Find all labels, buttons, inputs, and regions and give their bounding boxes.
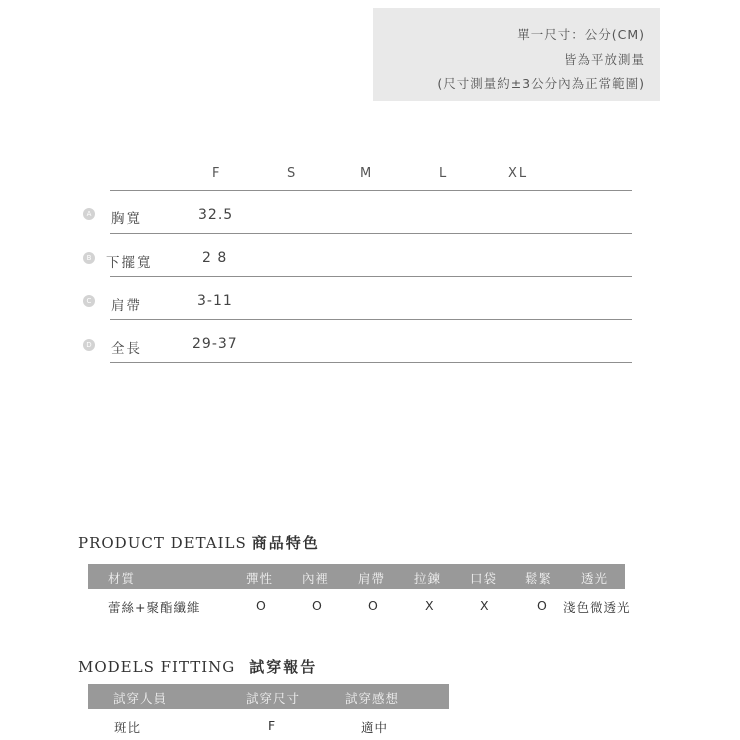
size-header-l: L: [439, 166, 449, 181]
size-row-divider: [110, 276, 632, 277]
detail-value-lining: O: [312, 598, 323, 613]
fitting-value-model: 斑比: [114, 720, 142, 735]
models-fitting-title-zh: 試穿報告: [249, 658, 318, 676]
detail-value-material: 蕾絲+聚酯纖維: [108, 600, 201, 615]
size-header-m: M: [360, 166, 374, 181]
detail-header-zipper: 拉鍊: [414, 571, 442, 586]
detail-header-lining: 內裡: [302, 571, 330, 586]
size-header-s: S: [287, 166, 298, 181]
product-details-title-en: PRODUCT DETAILS: [78, 534, 247, 552]
note-line-method: 皆為平放測量: [563, 52, 645, 67]
detail-value-pocket: X: [480, 598, 490, 613]
models-fitting-title: [78, 656, 317, 677]
size-row-label-strap: 肩帶: [111, 298, 142, 314]
detail-header-elastic-band: 鬆緊: [525, 571, 553, 586]
fitting-header-model: 試穿人員: [113, 691, 168, 706]
detail-header-material: 材質: [108, 571, 136, 586]
detail-header-pocket: 口袋: [470, 571, 498, 586]
fitting-value-size: F: [268, 718, 277, 733]
detail-value-sheerness: 淺色微透光: [563, 600, 631, 615]
models-fitting-title-en: MODELS FITTING: [78, 658, 236, 676]
size-row-label-chest: 胸寬: [111, 211, 142, 227]
product-details-header-bar: [88, 564, 625, 589]
product-details-title-zh: 商品特色: [251, 534, 320, 552]
detail-value-strap: O: [368, 598, 379, 613]
detail-header-sheerness: 透光: [581, 571, 609, 586]
size-row-divider: [110, 362, 632, 363]
marker-b-icon: B: [83, 252, 95, 264]
detail-header-elasticity: 彈性: [246, 571, 274, 586]
measurement-note: [373, 8, 660, 101]
detail-value-elasticity: O: [256, 598, 267, 613]
note-line-unit: 單一尺寸：公分(CM): [517, 27, 645, 42]
marker-d-icon: D: [83, 339, 95, 351]
detail-value-elastic-band: O: [537, 598, 548, 613]
size-header-divider: [110, 190, 632, 191]
size-row-divider: [110, 319, 632, 320]
detail-header-strap: 肩帶: [358, 571, 386, 586]
size-row-label-hem: 下擺寬: [106, 255, 153, 271]
note-line-tolerance: (尺寸測量約±3公分內為正常範圍): [437, 76, 645, 91]
size-row-value-length: 29-37: [192, 336, 238, 352]
size-row-divider: [110, 233, 632, 234]
fitting-header-feedback: 試穿感想: [345, 691, 400, 706]
size-row-value-strap: 3-11: [197, 293, 233, 309]
fitting-header-size: 試穿尺寸: [246, 691, 301, 706]
size-row-label-length: 全長: [111, 341, 142, 357]
models-fitting-header-bar: [88, 684, 449, 709]
size-header-xl: XL: [508, 166, 529, 181]
size-row-value-hem: 2 8: [202, 250, 228, 266]
size-header-f: F: [212, 166, 222, 181]
size-row-value-chest: 32.5: [198, 207, 234, 223]
product-details-title: [78, 532, 320, 553]
detail-value-zipper: X: [425, 598, 435, 613]
fitting-value-feedback: 適中: [361, 720, 389, 735]
marker-c-icon: C: [83, 295, 95, 307]
marker-a-icon: A: [83, 208, 95, 220]
